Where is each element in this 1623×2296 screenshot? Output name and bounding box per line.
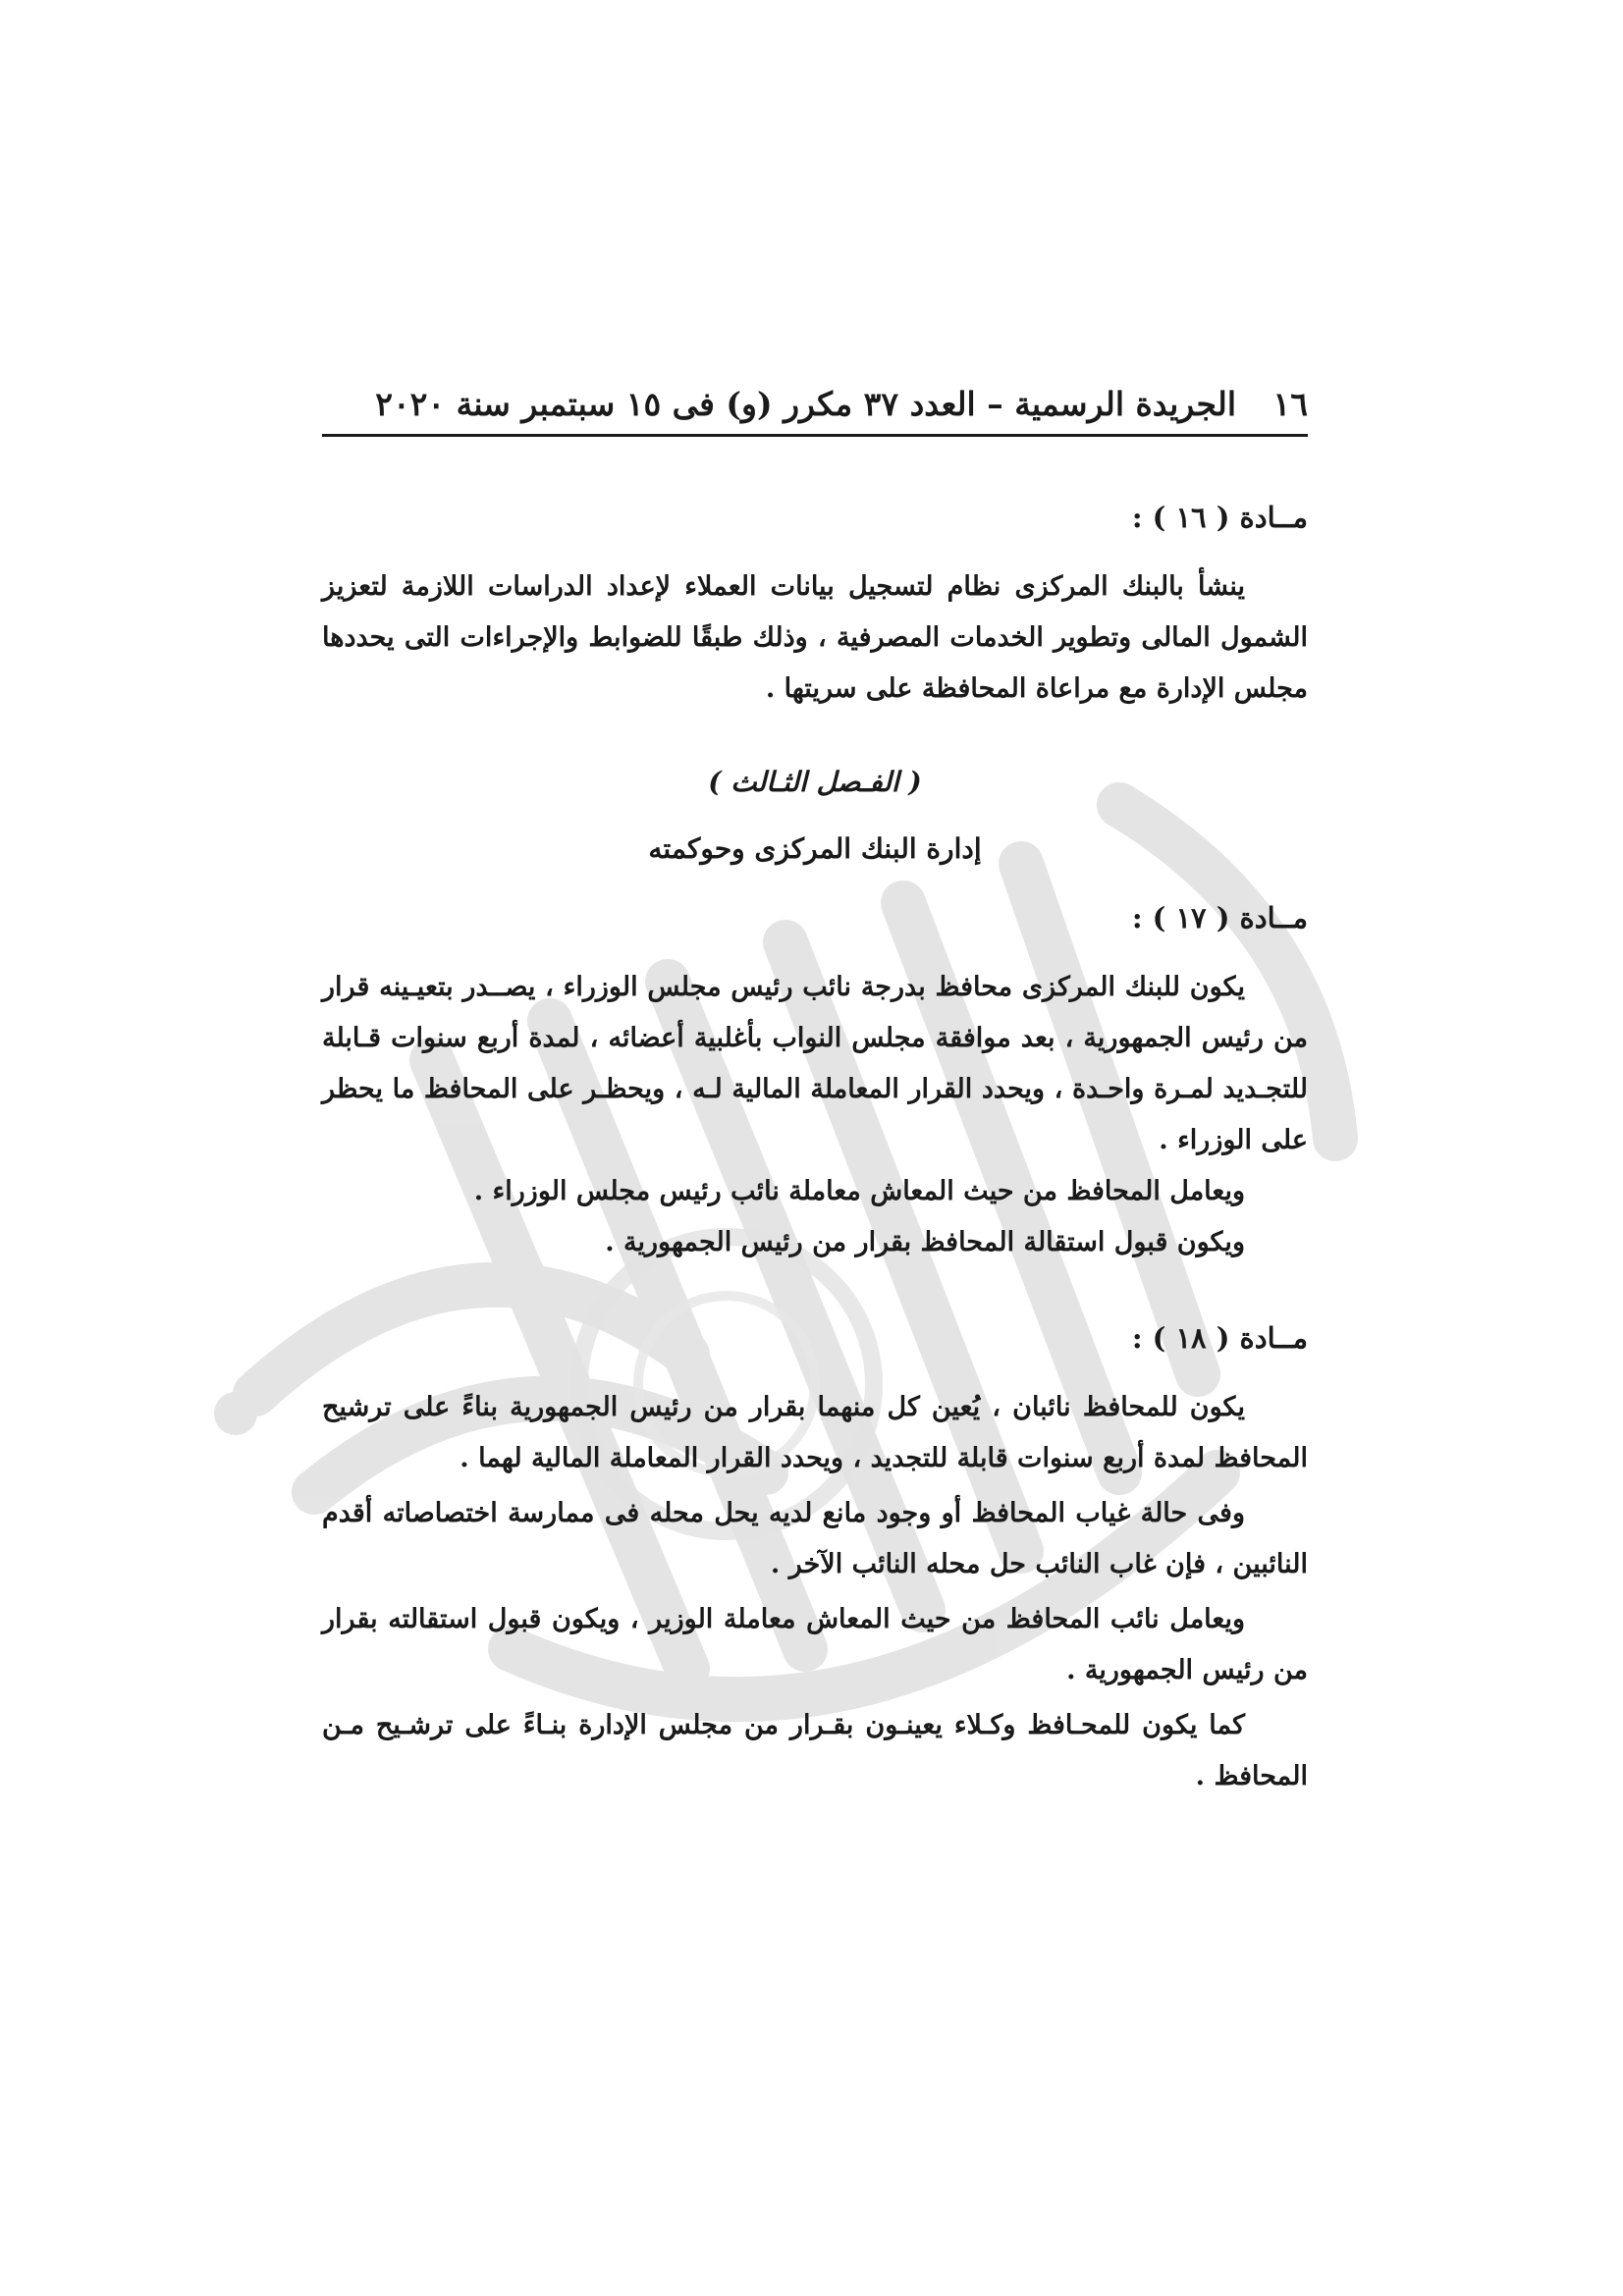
chapter-subtitle: إدارة البنك المركزى وحوكمته (648, 832, 982, 865)
article-18-heading: مــادة ( ١٨ ) : (1131, 1321, 1308, 1355)
chapter-title: ( الفـصل الثـالث ) (708, 766, 922, 798)
article-16-heading: مــادة ( ١٦ ) : (1131, 501, 1308, 534)
article-17-paragraph-3: ويكون قبول استقالة المحافظ بقرار من رئيس الجمهورية . (605, 1227, 1245, 1257)
article-18-paragraph-3: ويعامل نائب المحافظ من حيث المعاش معاملة الوزير ، ويكون قبول استقالته بقرار من رئيس الجمهورية . (322, 1604, 1308, 1685)
article-18-paragraph-4: كما يكون للمحـافظ وكـلاء يعينـون بقـرار من مجلس الإدارة بنـاءً على ترشـيح مـن المحافظ . (322, 1710, 1308, 1791)
gazette-title: الجريدة الرسمية – العدد ٣٧ مكرر (و) فى ١٥ سبتمبر سنة ٢٠٢٠ (375, 385, 1237, 423)
article-17-heading: مــادة ( ١٧ ) : (1131, 901, 1308, 934)
article-18-paragraph-1: يكون للمحافظ نائبان ، يُعين كل منهما بقرار من رئيس الجمهورية بناءً على ترشيح المحافظ لمدة أربع سنوات قابلة للتجديد ، ويحدد القرار المعاملة المالية لهما . (322, 1392, 1308, 1473)
page-number: ١٦ (1272, 385, 1308, 423)
article-18-paragraph-2: وفى حالة غياب المحافظ أو وجود مانع لديه يحل محله فى ممارسة اختصاصاته أقدم النائبين ، فإن غاب النائب حل محله النائب الآخر . (322, 1498, 1308, 1579)
article-17-paragraph-2: ويعامل المحافظ من حيث المعاش معاملة نائب رئيس مجلس الوزراء . (473, 1176, 1245, 1206)
article-16-paragraph: ينشأ بالبنك المركزى نظام لتسجيل بيانات العملاء لإعداد الدراسات اللازمة لتعزيز الشمول المالى وتطوير الخدمات المصرفية ، وذلك طبقًا للضوابط والإجراءات التى يحددها مجلس الإدارة مع مراعاة المحافظة على سريتها . (322, 571, 1308, 704)
article-17-paragraph-1: يكون للبنك المركزى محافظ بدرجة نائب رئيس مجلس الوزراء ، يصــدر بتعيـينه قرار من رئيس الجمهورية ، بعد موافقة مجلس النواب بأغلبية أعضائه ، لمدة أربع سنوات قـابلة للتجـديد لمـرة واحـدة ، ويحدد القرار المعاملة المالية لـه ، ويحظـر على المحافظ ما يحظر على الوزراء . (322, 972, 1308, 1155)
header-line (375, 385, 1308, 423)
page-header (322, 385, 1308, 437)
